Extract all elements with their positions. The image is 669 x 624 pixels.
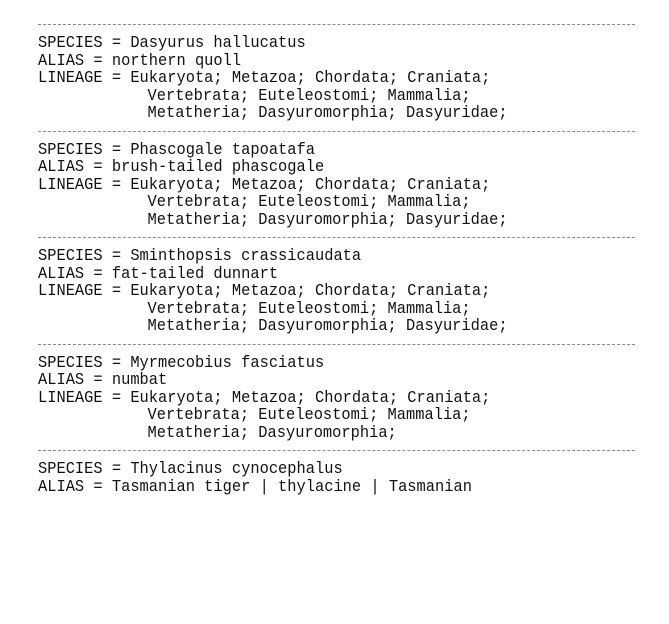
species-line: SPECIES = Phascogale tapoatafa [38,140,315,160]
lineage-continuation-line: Vertebrata; Euteleostomi; Mammalia; [147,406,471,425]
species-line: SPECIES = Dasyurus hallucatus [38,34,306,53]
lineage-line: LINEAGE = Eukaryota; Metazoa; Chordata; Craniata; [38,69,491,88]
lineage-continuation-line: Vertebrata; Euteleostomi; Mammalia; [147,86,471,106]
lineage-continuation-line: Metatheria; Dasyuromorphia; Dasyuridae; [147,317,508,336]
lineage-line: LINEAGE = Eukaryota; Metazoa; Chordata; Craniata; [38,282,491,301]
species-record [38,25,638,131]
lineage-continuation-line: Metatheria; Dasyuromorphia; [147,423,397,443]
species-line: SPECIES = Sminthopsis crassicaudata [38,247,362,266]
species-line: SPECIES = Myrmecobius fasciatus [38,353,325,373]
lineage-continuation-line: Vertebrata; Euteleostomi; Mammalia; [147,299,471,319]
alias-line: ALIAS = brush-tailed phascogale [38,158,325,177]
species-record [38,451,638,504]
species-record [38,132,638,238]
lineage-continuation-line: Metatheria; Dasyuromorphia; Dasyuridae; [147,210,508,230]
alias-line: ALIAS = fat-tailed dunnart [38,264,279,284]
alias-line: ALIAS = northern quoll [38,51,242,71]
lineage-line: LINEAGE = Eukaryota; Metazoa; Chordata; Craniata; [38,388,491,408]
lineage-line: LINEAGE = Eukaryota; Metazoa; Chordata; Craniata; [38,175,491,195]
alias-line: ALIAS = numbat [38,371,168,390]
alias-line: ALIAS = Tasmanian tiger | thylacine | Tasmanian [38,477,472,497]
species-line: SPECIES = Thylacinus cynocephalus [38,460,343,479]
lineage-continuation-line: Vertebrata; Euteleostomi; Mammalia; [147,193,471,212]
species-listing [38,24,638,504]
species-record [38,238,638,344]
lineage-continuation-line: Metatheria; Dasyuromorphia; Dasyuridae; [147,104,508,123]
species-record [38,345,638,451]
